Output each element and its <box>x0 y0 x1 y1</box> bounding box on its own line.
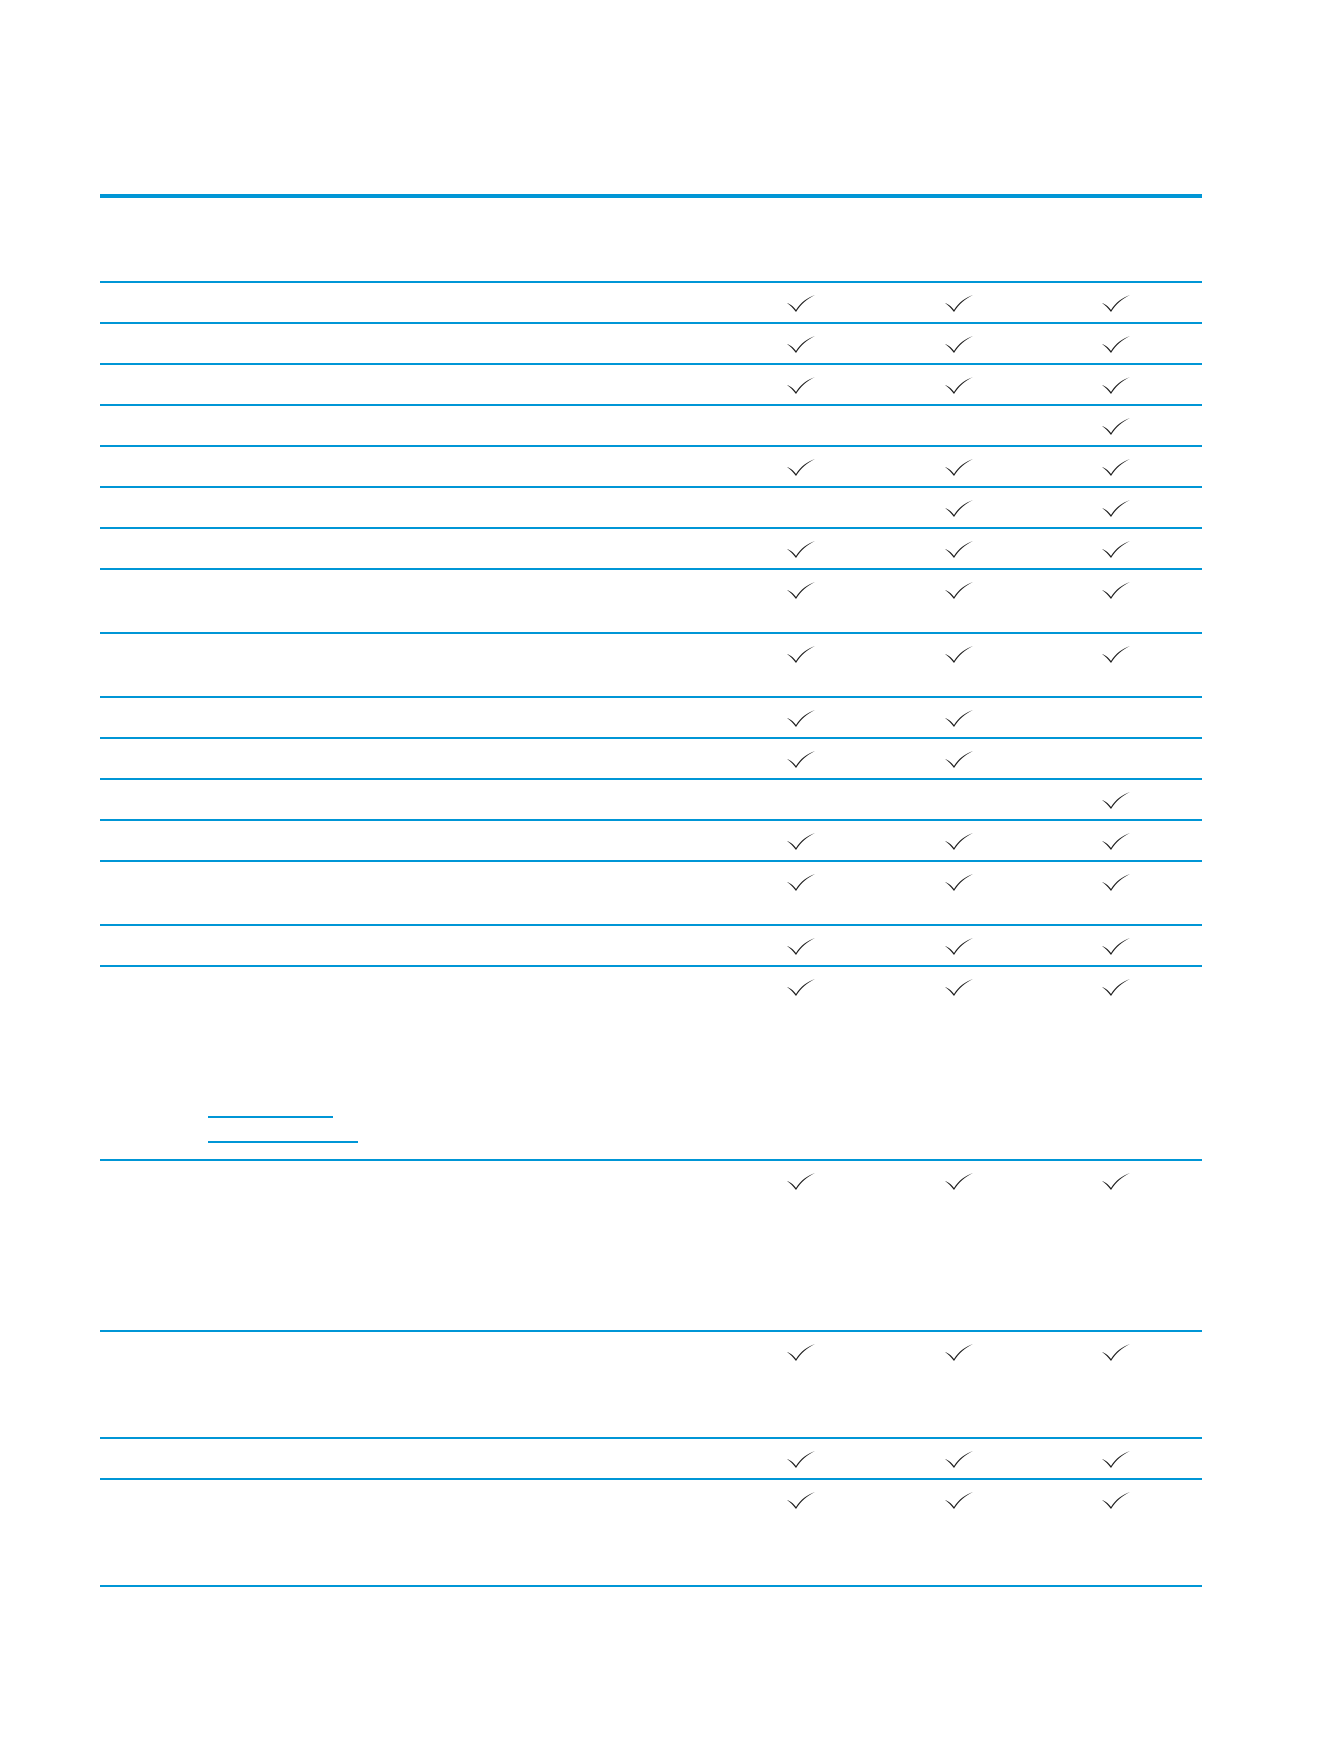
table-cell <box>786 1490 826 1512</box>
table-cell <box>944 1342 984 1364</box>
table-cell <box>1101 977 1141 999</box>
checkmark-icon <box>1101 936 1141 956</box>
table-cell <box>1101 457 1141 479</box>
checkmark-icon <box>1101 498 1141 518</box>
table-cell <box>944 1171 984 1193</box>
checkmark-icon <box>786 749 826 769</box>
table-row <box>100 1437 1202 1478</box>
table-cell <box>944 375 984 397</box>
checkmark-icon <box>786 580 826 600</box>
table-row <box>100 281 1202 322</box>
checkmark-icon <box>786 334 826 354</box>
table-row <box>100 819 1202 860</box>
checkmark-icon <box>944 708 984 728</box>
table-row <box>100 363 1202 404</box>
checkmark-icon <box>1101 457 1141 477</box>
table-cell <box>944 872 984 894</box>
table-cell <box>786 1342 826 1364</box>
checkmark-icon <box>944 1490 984 1510</box>
table-cell <box>944 831 984 853</box>
table-cell <box>1101 375 1141 397</box>
table-row <box>100 696 1202 737</box>
table-row <box>100 632 1202 696</box>
checkmark-icon <box>786 375 826 395</box>
table-cell <box>944 457 984 479</box>
checkmark-icon <box>786 872 826 892</box>
checkmark-icon <box>1101 872 1141 892</box>
table-row <box>100 568 1202 632</box>
checkmark-icon <box>786 457 826 477</box>
table-cell <box>1101 1171 1141 1193</box>
table-cell <box>944 644 984 666</box>
feature-table <box>100 281 1202 1583</box>
table-cell <box>786 1171 826 1193</box>
checkmark-icon <box>944 977 984 997</box>
table-cell <box>786 293 826 315</box>
table-cell <box>1101 539 1141 561</box>
checkmark-icon <box>944 457 984 477</box>
checkmark-icon <box>786 977 826 997</box>
checkmark-icon <box>944 1342 984 1362</box>
checkmark-icon <box>1101 644 1141 664</box>
table-row <box>100 1478 1202 1583</box>
table-row <box>100 924 1202 965</box>
checkmark-icon <box>1101 1171 1141 1191</box>
checkmark-icon <box>786 1490 826 1510</box>
table-cell <box>944 293 984 315</box>
table-cell <box>1101 790 1141 812</box>
table-cell <box>1101 334 1141 356</box>
table-cell <box>786 580 826 602</box>
table-row <box>100 1330 1202 1437</box>
table-cell <box>944 498 984 520</box>
table-cell <box>786 977 826 999</box>
table-cell <box>944 1490 984 1512</box>
table-cell <box>944 1449 984 1471</box>
table-cell <box>944 580 984 602</box>
checkmark-icon <box>944 1171 984 1191</box>
table-bottom-rule <box>100 1585 1202 1587</box>
checkmark-icon <box>1101 416 1141 436</box>
checkmark-icon <box>944 375 984 395</box>
checkmark-icon <box>786 708 826 728</box>
table-cell <box>1101 1449 1141 1471</box>
checkmark-icon <box>1101 1449 1141 1469</box>
table-row <box>100 737 1202 778</box>
checkmark-icon <box>944 498 984 518</box>
checkmark-icon <box>944 580 984 600</box>
checkmark-icon <box>1101 977 1141 997</box>
checkmark-icon <box>944 334 984 354</box>
table-cell <box>1101 936 1141 958</box>
checkmark-icon <box>944 872 984 892</box>
table-cell <box>944 936 984 958</box>
table-cell <box>786 457 826 479</box>
checkmark-icon <box>944 293 984 313</box>
checkmark-icon <box>786 293 826 313</box>
table-cell <box>1101 644 1141 666</box>
table-cell <box>1101 708 1141 730</box>
checkmark-icon <box>786 936 826 956</box>
table-cell <box>1101 498 1141 520</box>
table-cell <box>1101 580 1141 602</box>
checkmark-icon <box>1101 1490 1141 1510</box>
checkmark-icon <box>786 831 826 851</box>
table-cell <box>1101 1342 1141 1364</box>
checkmark-icon <box>944 831 984 851</box>
checkmark-icon <box>786 1342 826 1362</box>
table-cell <box>1101 872 1141 894</box>
table-cell <box>786 708 826 730</box>
table-row <box>100 860 1202 924</box>
checkmark-icon <box>1101 1342 1141 1362</box>
checkmark-icon <box>1101 293 1141 313</box>
table-cell <box>786 936 826 958</box>
table-cell <box>944 749 984 771</box>
table-row <box>100 404 1202 445</box>
table-cell <box>944 416 984 438</box>
checkmark-icon <box>786 1171 826 1191</box>
table-cell <box>786 375 826 397</box>
header-rule <box>100 194 1202 198</box>
table-row <box>100 486 1202 527</box>
checkmark-icon <box>944 749 984 769</box>
table-row <box>100 1159 1202 1330</box>
table-cell <box>1101 416 1141 438</box>
table-cell <box>786 539 826 561</box>
checkmark-icon <box>1101 375 1141 395</box>
table-cell <box>786 831 826 853</box>
table-cell <box>786 1449 826 1471</box>
table-cell <box>786 749 826 771</box>
table-row <box>100 445 1202 486</box>
table-cell <box>1101 831 1141 853</box>
table-cell <box>786 872 826 894</box>
table-cell <box>944 977 984 999</box>
checkmark-icon <box>944 539 984 559</box>
checkmark-icon <box>944 1449 984 1469</box>
table-cell <box>944 334 984 356</box>
checkmark-icon <box>786 644 826 664</box>
checkmark-icon <box>786 1449 826 1469</box>
table-cell <box>944 708 984 730</box>
table-cell <box>786 790 826 812</box>
checkmark-icon <box>1101 831 1141 851</box>
table-cell <box>786 416 826 438</box>
table-row <box>100 527 1202 568</box>
hyperlink-underline[interactable] <box>208 1116 333 1118</box>
checkmark-icon <box>1101 334 1141 354</box>
table-cell <box>1101 1490 1141 1512</box>
table-cell <box>786 334 826 356</box>
table-row <box>100 778 1202 819</box>
table-row <box>100 965 1202 1159</box>
checkmark-icon <box>1101 790 1141 810</box>
table-row <box>100 322 1202 363</box>
checkmark-icon <box>1101 539 1141 559</box>
table-cell <box>786 644 826 666</box>
table-cell <box>1101 749 1141 771</box>
checkmark-icon <box>786 539 826 559</box>
checkmark-icon <box>1101 580 1141 600</box>
table-cell <box>944 539 984 561</box>
table-cell <box>1101 293 1141 315</box>
checkmark-icon <box>944 936 984 956</box>
checkmark-icon <box>944 644 984 664</box>
table-cell <box>786 498 826 520</box>
table-cell <box>944 790 984 812</box>
hyperlink-underline[interactable] <box>208 1141 358 1143</box>
